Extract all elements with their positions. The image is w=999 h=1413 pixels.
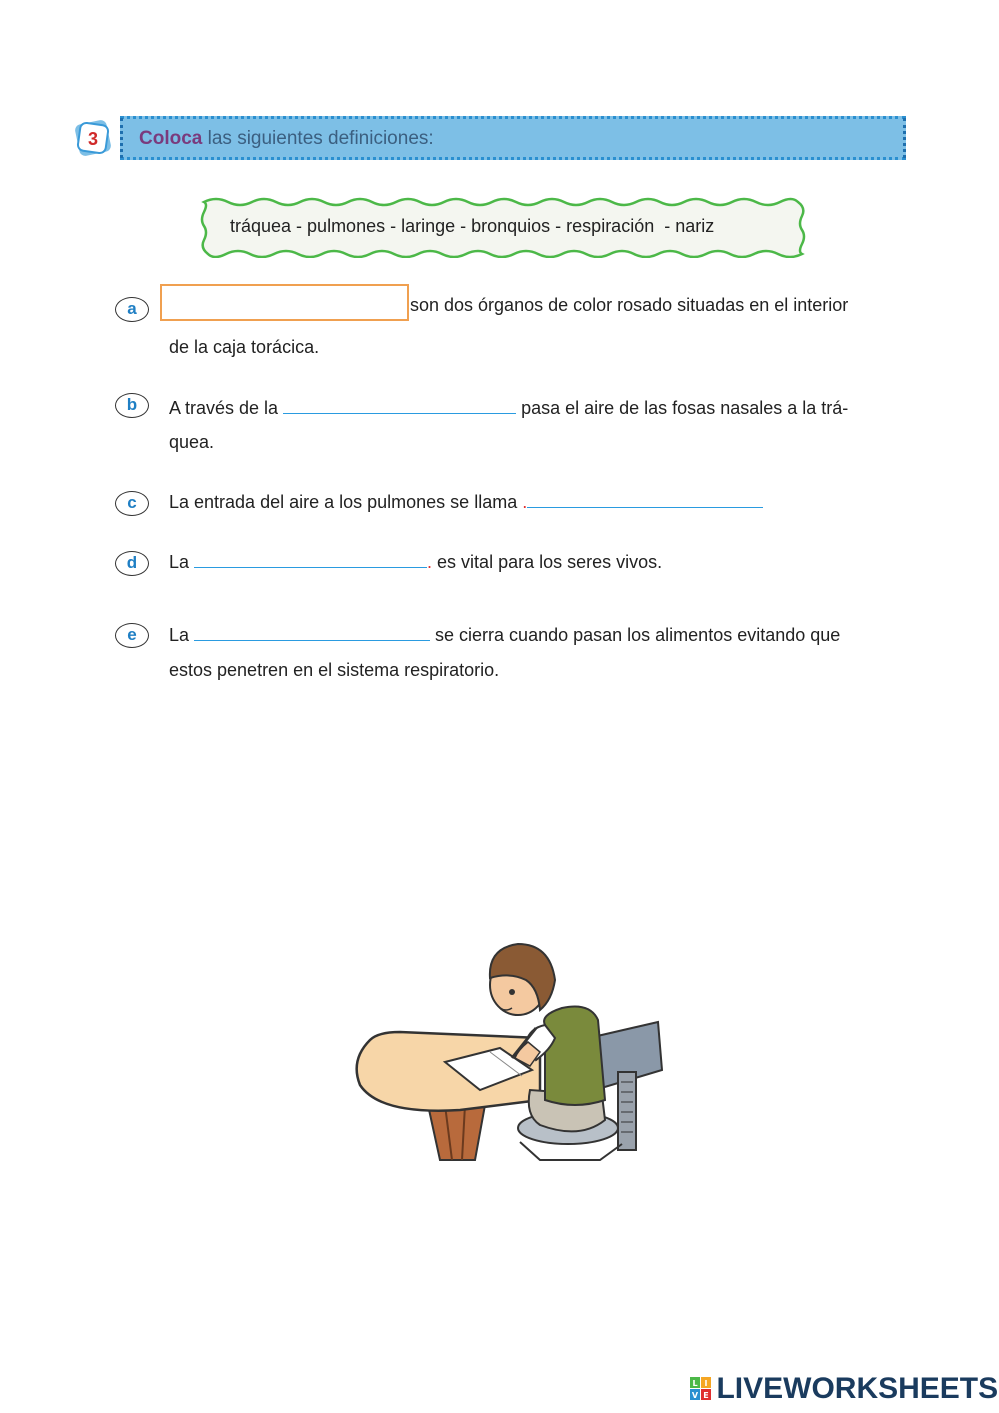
logo-badge-letter-2: I xyxy=(704,1379,708,1388)
item-a-text: son dos órganos de color rosado situadas en el interior xyxy=(410,295,849,315)
exercise-number: 3 xyxy=(87,129,98,149)
logo-badge-letter-3: V xyxy=(691,1391,699,1400)
item-b-letter: b xyxy=(115,393,149,418)
logo-badge-icon xyxy=(690,1377,712,1401)
item-b-text-before: A través de la xyxy=(169,398,284,418)
instruction-rest: las siguientes definiciones: xyxy=(202,128,434,149)
item-d-line xyxy=(169,552,662,573)
logo-badge-letter-4: E xyxy=(703,1391,709,1400)
item-a-letter: a xyxy=(115,297,149,322)
item-b-line xyxy=(169,398,848,419)
item-b-text-after: pasa el aire de las fosas nasales a la trá- xyxy=(516,398,849,418)
item-a-text-line2: de la caja torácica. xyxy=(169,337,320,357)
item-e-letter: e xyxy=(115,623,149,648)
item-e-text-after: se cierra cuando pasan los alimentos evitando que xyxy=(430,625,841,645)
item-d-dot: . xyxy=(427,552,433,572)
item-c-dot: . xyxy=(522,492,528,512)
word-bank: tráquea - pulmones - laringe - bronquios - respiración - nariz xyxy=(230,216,715,236)
item-c-text-before: La entrada del aire a los pulmones se llama xyxy=(169,492,523,512)
logo-text: LIVEWORKSHEETS xyxy=(716,1372,999,1405)
item-c-blank[interactable] xyxy=(527,492,763,508)
logo-badge-letter-1: L xyxy=(692,1379,698,1388)
item-e-text-before: La xyxy=(169,625,195,645)
item-d-blank[interactable] xyxy=(194,552,427,568)
item-b-blank[interactable] xyxy=(283,398,516,414)
item-e-text-line2: estos penetren en el sistema respiratorio. xyxy=(169,660,500,680)
item-e-line xyxy=(169,625,840,646)
item-d-text-before: La xyxy=(169,552,195,572)
item-b-text-line2: quea. xyxy=(169,432,215,452)
boy-studying-illustration xyxy=(340,930,670,1170)
item-a-answer-input[interactable] xyxy=(160,284,409,321)
item-d-letter: d xyxy=(115,551,149,576)
header-band-edge-left xyxy=(120,118,123,158)
item-d-text-after: es vital para los seres vivos. xyxy=(432,552,663,572)
liveworksheets-logo xyxy=(690,1372,998,1406)
item-c-line xyxy=(169,492,763,513)
item-e-blank[interactable] xyxy=(194,625,430,641)
instruction-keyword: Coloca xyxy=(139,128,203,149)
exercise-instruction xyxy=(139,128,434,150)
item-c-letter: c xyxy=(115,491,149,516)
header-band-edge-right xyxy=(903,118,906,158)
